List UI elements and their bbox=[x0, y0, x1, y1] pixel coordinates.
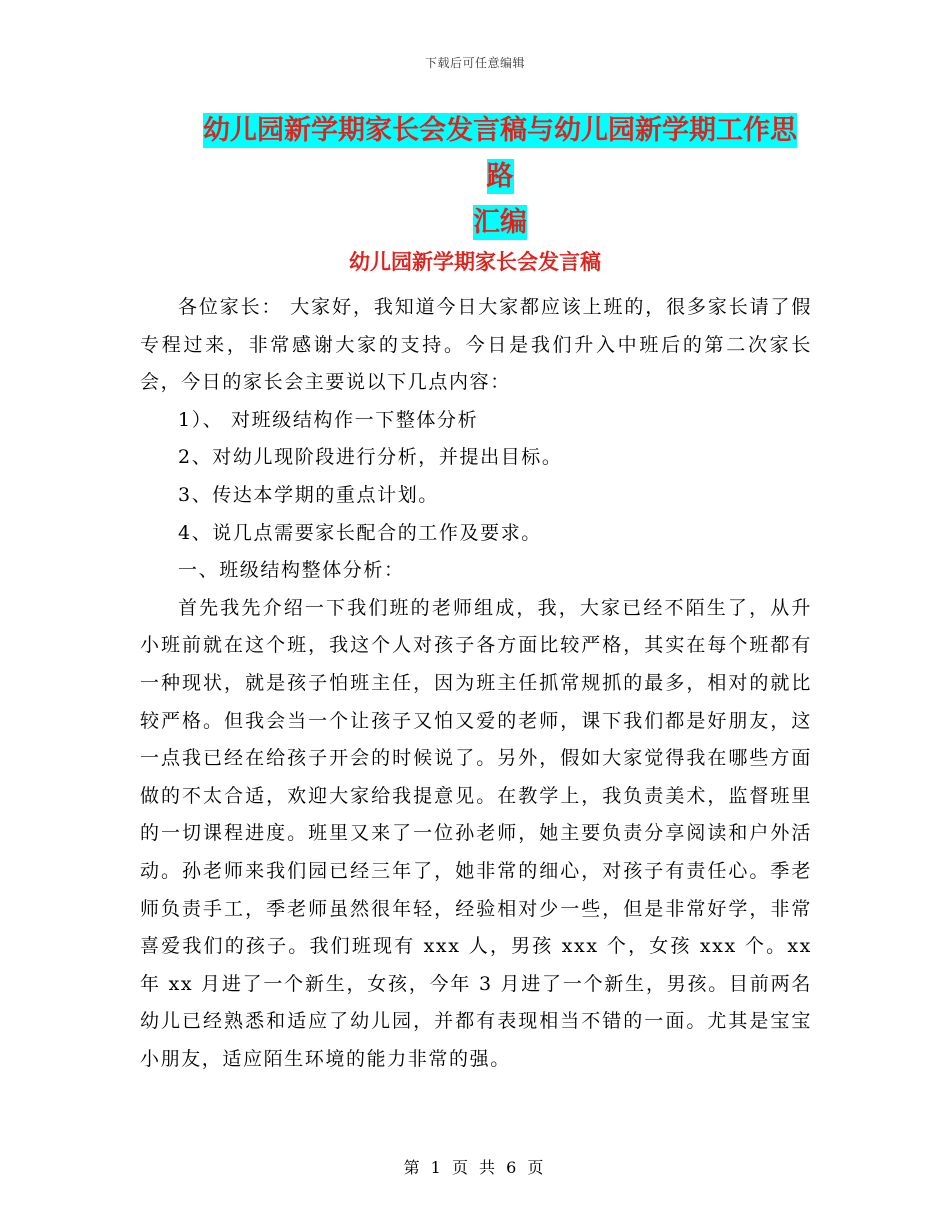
document-body bbox=[140, 289, 812, 1078]
page-header-note: 下载后可任意编辑 bbox=[424, 56, 525, 70]
document-title-line2: 汇编 bbox=[473, 207, 527, 238]
paragraph-heading-class-structure: 一、班级结构整体分析： bbox=[178, 559, 405, 582]
paragraph-item-2: 2、对幼儿现阶段进行分析，并提出目标。 bbox=[178, 446, 563, 469]
paragraph-greeting: 各位家长： 大家好，我知道今日大家都应该上班的，很多家长请了假专程过来，非常感谢大家的支持。今日是我们升入中班后的第二次家长会，今日的家长会主要说以下几点内容： bbox=[140, 296, 812, 394]
page-footer-number: 第 1 页 共 6 页 bbox=[403, 1158, 547, 1177]
section-title: 幼儿园新学期家长会发言稿 bbox=[349, 250, 601, 274]
document-title-line1: 幼儿园新学期家长会发言稿与幼儿园新学期工作思路 bbox=[203, 115, 797, 192]
paragraph-item-1: 1）、 对班级结构作一下整体分析 bbox=[178, 408, 479, 431]
paragraph-teacher-intro: 首先我先介绍一下我们班的老师组成，我，大家已经不陌生了，从升小班前就在这个班，我这个人对孩子各方面比较严格，其实在每个班都有一种现状，就是孩子怕班主任，因为班主任抓常规抓的最多，相对的就比较严格。但我会当一个让孩子又怕又爱的老师，课下我们都是好朋友，这一点我已经在给孩子开会的时候说了。另外，假如大家觉得我在哪些方面做的不太合适，欢迎大家给我提意见。在教学上，我负责美术，监督班里的一切课程进度。班里又来了一位孙老师，她主要负责分享阅读和户外活动。孙老师来我们园已经三年了，她非常的细心，对孩子有责任心。季老师负责手工，季老师虽然很年轻，经验相对少一些，但是非常好学，非常喜爱我们的孩子。我们班现有 xxx 人，男孩 xxx 个，女孩 xxx 个。xx 年 xx 月进了一个新生，女孩，今年 3 月进了一个新生，男孩。目前两名幼儿已经熟悉和适应了幼儿园，并都有表现相当不错的一面。尤其是宝宝小朋友，适应陌生环境的能力非常的强。 bbox=[140, 596, 812, 1070]
paragraph-item-3: 3、传达本学期的重点计划。 bbox=[178, 483, 439, 506]
document-title bbox=[190, 108, 810, 246]
paragraph-item-4: 4、说几点需要家长配合的工作及要求。 bbox=[178, 521, 542, 544]
